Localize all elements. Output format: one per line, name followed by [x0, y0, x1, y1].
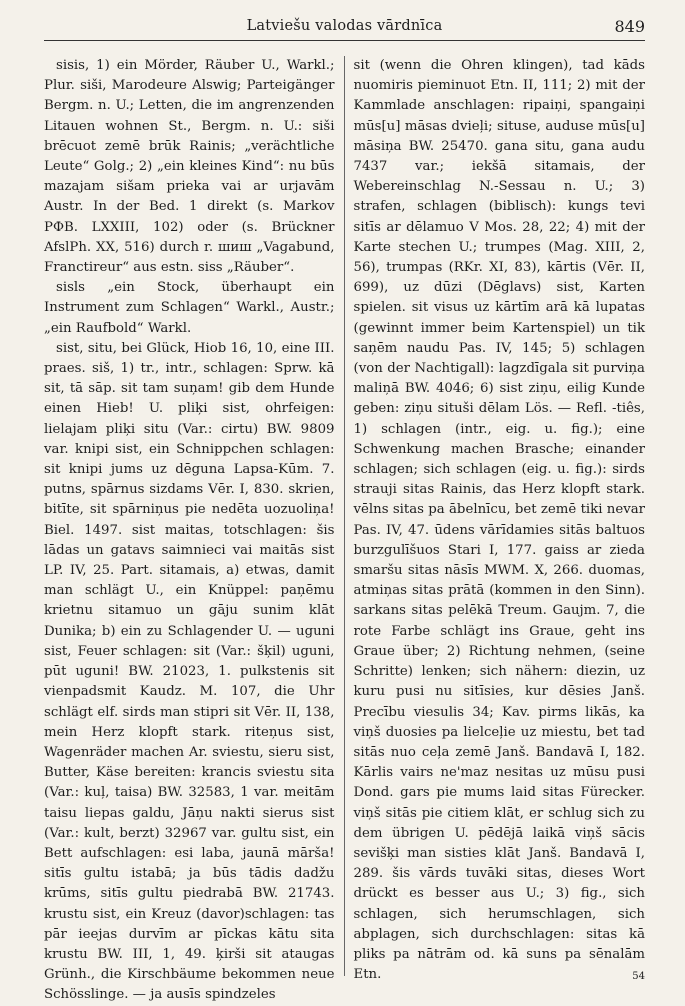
entry-sisls: sisls „ein Stock, überhaupt ein Instrument zum Schlagen“ Warkl., Austr.; „ein Raufbold“ Warkl. — [44, 280, 335, 336]
right-column — [345, 56, 646, 983]
entry-sist: sist, situ, bei Glück, Hiob 16, 10, eine III. praes. siš, 1) tr., intr., schlagen: Sprw. kā sit, tā sāp. sit tam suņam! gib dem Hunde einen Hieb! U. pliķi sist, ohrfeigen: lielajam pliķi situ (Var.: cirtu) BW. 9809 var. knipi sist, ein Schnippchen schlagen: sit knipi jums uz dēguna Lapsa-Kūm. 7. putns, spārnus sizdams Vēr. I, 830. skrien, bitīte, sit spārniņus pie nedēta uozuoliņa! Biel. 1497. sist maitas, totschlagen: šis lādas un gatavs saimnieci vai maitās sist LP. IV, 25. Part. sitamais, a) etwas, damit man schlägt U., ein Knüppel: paņēmu krietnu sitamuo un gāju sunim klāt Dunika; b) ein zu Schlagender U. — uguni sist, Feuer schlagen: sit (Var.: šķil) uguni, pūt uguni! BW. 21023, 1. pulkstenis sit vienpadsmit Kaudz. M. 107, die Uhr schlägt elf. sirds man stipri sit Vēr. II, 138, mein Herz klopft stark. riteņus sist, Wagenräder machen Ar. sviestu, sieru sist, Butter, Käse bereiten: krancis sviestu sita (Var.: kuļ, taisa) BW. 32583, 1 var. meitām taisu liepas galdu, Jāņu nakti sierus sist (Var.: kult, berzt) 32967 var. gultu sist, ein Bett aufschlagen: esi laba, jaunā mārša! sitīs gultu istabā; ja būs tādis dadžu krūms, sitīs gultu piedrabā BW. 21743. krustu sist, ein Kreuz (davor)schlagen: tas pār ieejas durvīm ar pīckas kātu sita krustu BW. III, 1, 49. ķirši sit ataugas Grünh., die Kirschbäume bekommen neue Schösslinge. — ja ausīs spindzeles — [44, 340, 335, 1003]
text-columns — [44, 56, 645, 1003]
entry-sisis: sisis, 1) ein Mörder, Räuber U., Warkl.; Plur. siši, Marodeure Alswig; Parteigänger Bergm. n. U.; Letten, die im angrenzenden Litauen wohnen St., Bergm. n. U.: siši brēcuot zemē brūk Rainis; „verächtliche Leute“ Golg.; 2) „ein kleines Kind“: nu būs mazajam sišam prieka vai ar urjavām Austr. In der Bed. 1 direkt (s. Markov PФB. LXXIII, 102) oder (s. Brückner AfslPh. XX, 516) durch r. шиш „Vagabund, Franctireur“ aus estn. siss „Räuber“. — [44, 58, 335, 276]
page-number: 849 — [614, 17, 645, 36]
left-column — [44, 56, 345, 1003]
entry-sist-continued: sit (wenn die Ohren klingen), tad kāds nuomiris pieminuot Etn. II, 111; 2) mit der Kammlade anschlagen: ripaiņi, spangaiņi mūs[u] māsas dvieļi; situse, auduse mūs[u] māsiņa BW. 25470. gana situ, gana audu 7437 var.; iekšā sitamais, der Webereinschlag N.-Sessau n. U.; 3) strafen, schlagen (biblisch): kungs tevi sitīs ar dēlamuo V Mos. 28, 22; 4) mit der Karte stechen U.; trumpes (Mag. XIII, 2, 56), trumpas (RKr. XI, 83), kārtis (Vēr. II, 699), uz dūzi (Dēglavs) sist, Karten spielen. sit visus uz kārtīm arā kā lupatas (gewinnt immer beim Kartenspiel) un tik saņēm naudu Pas. IV, 145; 5) schlagen (von der Nachtigall): lagzdīgala sit purviņa maliņā BW. 4046; 6) sist ziņu, eilig Kunde geben: ziņu situši dēlam Lös. — Refl. -tiês, 1) schlagen (intr., eig. u. fig.); eine Schwenkung machen Brasche; einander schlagen; sich schlagen (eig. u. fig.): sirds strauji sitas Rainis, das Herz klopft stark. vēlns sitas pa ābelnīcu, bet zemē tiki nevar Pas. IV, 47. ūdens vārīdamies sitās baltuos burzgulīšuos Stari I, 177. gaiss ar zieda smaršu sitas nāsīs MWM. X, 266. duomas, atmiņas sitas prātā (kommen in den Sinn). sarkans sitas pelēkā Treum. Gaujm. 7, die rote Farbe schlägt ins Graue, geht ins Graue über; 2) Richtung nehmen, (seine Schritte) lenken; sich nähern: diezin, uz kuru pusi nu sitīsies, kur dēsies Janš. Precību viesulis 34; Kav. pirms likās, ka viņš duosies pa lielceļie uz miestu, bet tad sitās nuo ceļa zemē Janš. Bandavā I, 182. Kārlis vairs ne'maz nesitas uz mūsu pusi Dond. gars pie mums laid sitas Fürecker. viņš sitās pie citiem klāt, er schlug sich zu dem übrigen U. pēdējā laikā viņš sācis sevišķi man sisties klāt Janš. Bandavā I, 289. šis vārds tuvāki sitas, dieses Wort drückt es besser aus U.; 3) fig., sich schlagen, sich herumschlagen, sich abplagen, sich durchschlagen: sitas kā pliks pa nātrām od. kā suns pa sēnalām Etn. — [353, 58, 645, 983]
running-title: Latviešu valodas vārdnīca — [246, 18, 443, 34]
signature-mark: 54 — [632, 971, 645, 982]
page-header — [44, 14, 645, 41]
